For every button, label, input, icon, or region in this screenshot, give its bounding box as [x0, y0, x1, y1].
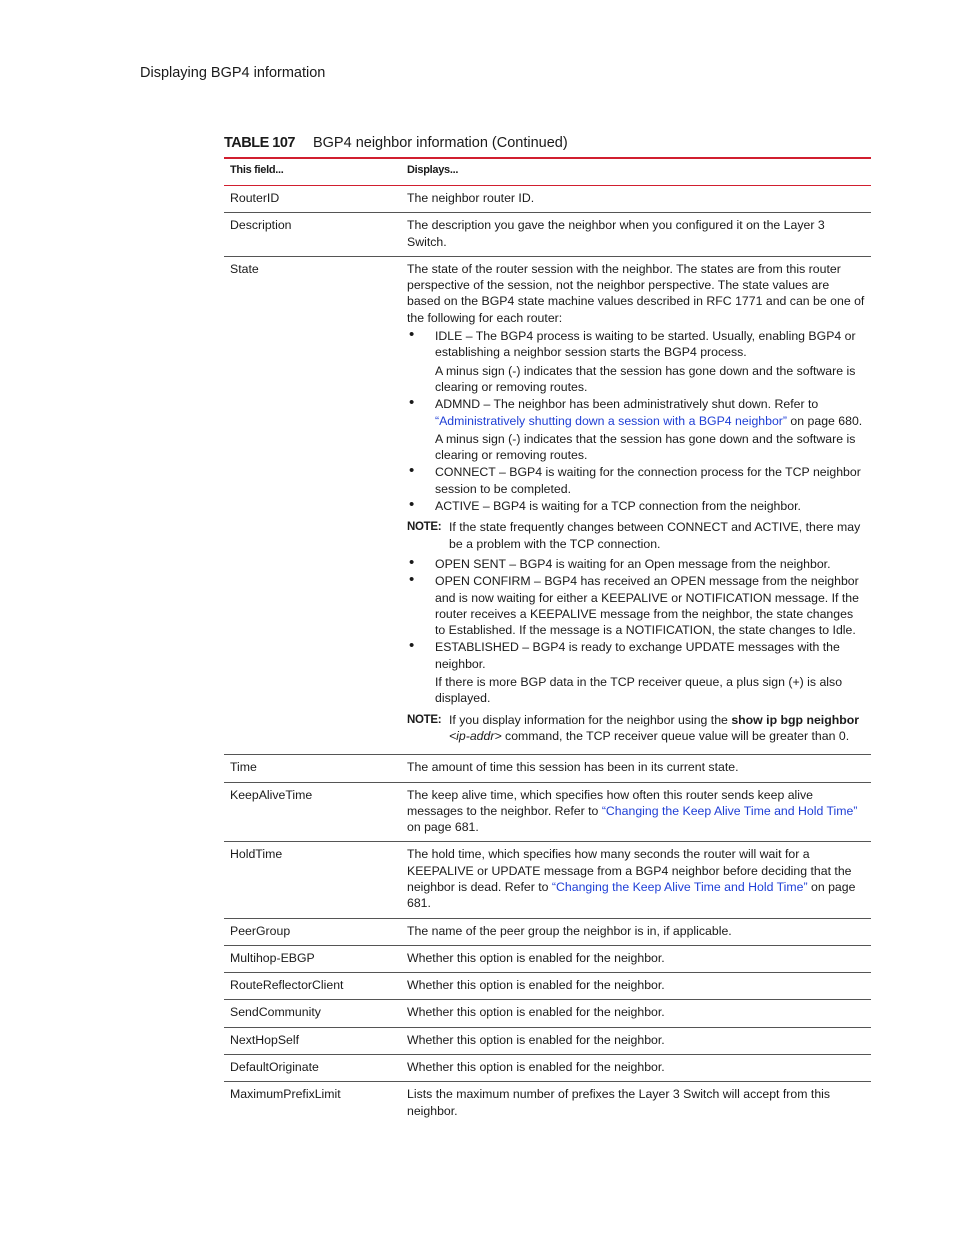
table-header-row: [224, 158, 871, 186]
state-list-continued: [407, 556, 865, 707]
field-name: HoldTime: [224, 842, 401, 918]
table-row: [224, 213, 871, 257]
table-row: [224, 973, 871, 1000]
table-row: [224, 1027, 871, 1054]
field-description: The neighbor router ID.: [401, 186, 871, 213]
field-name: PeerGroup: [224, 918, 401, 945]
table-row: [224, 1082, 871, 1125]
field-name: Time: [224, 755, 401, 782]
field-description: [401, 782, 871, 842]
table-row: [224, 1000, 871, 1027]
state-idle: IDLE – The BGP4 process is waiting to be started. Usually, enabling BGP4 or establishing a neighbor session starts the BGP4 process.: [435, 329, 856, 360]
table-row: [224, 842, 871, 918]
field-name: RouteReflectorClient: [224, 973, 401, 1000]
holdtime-text: The hold time, which specifies how many seconds the router will wait for a KEEPALIVE or UPDATE message from a BGP4 neighbor before deciding that the neighbor is dead. Refer to: [407, 847, 852, 894]
state-idle-note: A minus sign (-) indicates that the session has gone down and the software is clearing or removing routes.: [435, 363, 856, 394]
running-header: Displaying BGP4 information: [140, 65, 326, 81]
state-established: ESTABLISHED – BGP4 is ready to exchange UPDATE messages with the neighbor.: [435, 640, 840, 671]
field-name: State: [224, 256, 401, 754]
note-text: If you display information for the neighbor using the: [449, 712, 732, 727]
list-item: [407, 639, 865, 706]
state-admnd-note: A minus sign (-) indicates that the session has gone down and the software is clearing or removing routes.: [435, 431, 856, 463]
holdtime-page: on page 681.: [407, 879, 856, 911]
table-title: BGP4 neighbor information (Continued): [312, 135, 568, 151]
bgp4-neighbor-table: [224, 157, 871, 1125]
state-established-note: If there is more BGP data in the TCP receiver queue, a plus sign (+) is also displayed.: [435, 675, 843, 706]
list-item: [407, 573, 865, 638]
field-name: Multihop-EBGP: [224, 945, 401, 972]
note-text: If the state frequently changes between CONNECT and ACTIVE, there may be a problem with the TCP connection.: [449, 520, 861, 551]
state-active: ACTIVE – BGP4 is waiting for a TCP connection from the neighbor.: [435, 499, 801, 514]
state-connect: CONNECT – BGP4 is waiting for the connection process for the TCP neighbor session to be completed.: [435, 465, 861, 496]
field-name: KeepAliveTime: [224, 782, 401, 842]
field-name: MaximumPrefixLimit: [230, 1087, 341, 1102]
column-header-displays: Displays...: [401, 158, 871, 186]
state-admnd-text: ADMND – The neighbor has been administratively shut down. Refer to: [435, 397, 819, 412]
field-description: Whether this option is enabled for the neighbor.: [401, 1055, 871, 1082]
field-description: [401, 842, 871, 918]
field-description: Whether this option is enabled for the neighbor.: [401, 973, 871, 1000]
keepalive-page: on page 681.: [407, 820, 479, 835]
note-block: [407, 519, 865, 552]
field-description: The description you gave the neighbor when you configured it on the Layer 3 Switch.: [401, 213, 871, 257]
list-item: [407, 464, 865, 497]
field-description: Whether this option is enabled for the neighbor.: [401, 1027, 871, 1054]
table-row: [224, 186, 871, 213]
table-row: [224, 1055, 871, 1082]
field-name: SendCommunity: [224, 1000, 401, 1027]
command-argument: <ip-addr>: [449, 728, 502, 743]
field-name: RouterID: [224, 186, 401, 213]
keepalive-text: The keep alive time, which specifies how often this router sends keep alive messages to the neighbor. Refer to: [407, 787, 814, 818]
note-label: NOTE:: [407, 713, 442, 726]
field-description: Whether this option is enabled for the neighbor.: [401, 945, 871, 972]
state-list: [407, 328, 865, 514]
note-label: NOTE:: [407, 521, 442, 534]
state-open-confirm: OPEN CONFIRM – BGP4 has received an OPEN message from the neighbor and is now waiting for either a KEEPALIVE or NOTIFICATION message. If the router receives a KEEPALIVE message from the neighbor, the state changes to Established. If the message is a NOTIFICATION, the state changes to Idle.: [435, 574, 859, 638]
table-row: [224, 945, 871, 972]
holdtime-cross-reference-link[interactable]: “Changing the Keep Alive Time and Hold Time”: [551, 879, 808, 894]
list-item: [407, 556, 865, 572]
field-description: The name of the peer group the neighbor is in, if applicable.: [401, 918, 871, 945]
list-item: [407, 396, 865, 463]
note-text-end: command, the TCP receiver queue value will be greater than 0.: [501, 728, 850, 743]
list-item: [407, 328, 865, 395]
command-name: show ip bgp neighbor: [731, 712, 860, 727]
state-open-sent: OPEN SENT – BGP4 is waiting for an Open message from the neighbor.: [435, 556, 831, 571]
table-row: [224, 918, 871, 945]
state-intro: The state of the router session with the neighbor. The states are from this router perspective of the session, not the neighbor perspective. The state values are based on the BGP4 state machine values described in RFC 1771 and can be one of the following for each router:: [407, 261, 865, 325]
field-name: NextHopSelf: [224, 1027, 401, 1054]
field-description: Whether this option is enabled for the neighbor.: [401, 1000, 871, 1027]
field-name: DefaultOriginate: [224, 1055, 401, 1082]
column-header-field: This field...: [224, 158, 401, 186]
table-row: [224, 755, 871, 782]
state-admnd-page: on page 680.: [787, 413, 863, 428]
table-row: [224, 782, 871, 842]
note-block: [407, 712, 865, 745]
table-row: [224, 256, 871, 754]
field-description: Lists the maximum number of prefixes the Layer 3 Switch will accept from this neighbor.: [407, 1087, 831, 1118]
field-description: [401, 256, 871, 754]
admnd-cross-reference-link[interactable]: “Administratively shutting down a session with a BGP4 neighbor”: [435, 413, 787, 428]
field-description: The amount of time this session has been in its current state.: [401, 755, 871, 782]
field-name: Description: [224, 213, 401, 257]
list-item: [407, 498, 865, 514]
keepalive-cross-reference-link[interactable]: “Changing the Keep Alive Time and Hold Time”: [601, 803, 858, 818]
table-number: TABLE 107: [224, 135, 295, 151]
table-caption: [224, 135, 568, 151]
